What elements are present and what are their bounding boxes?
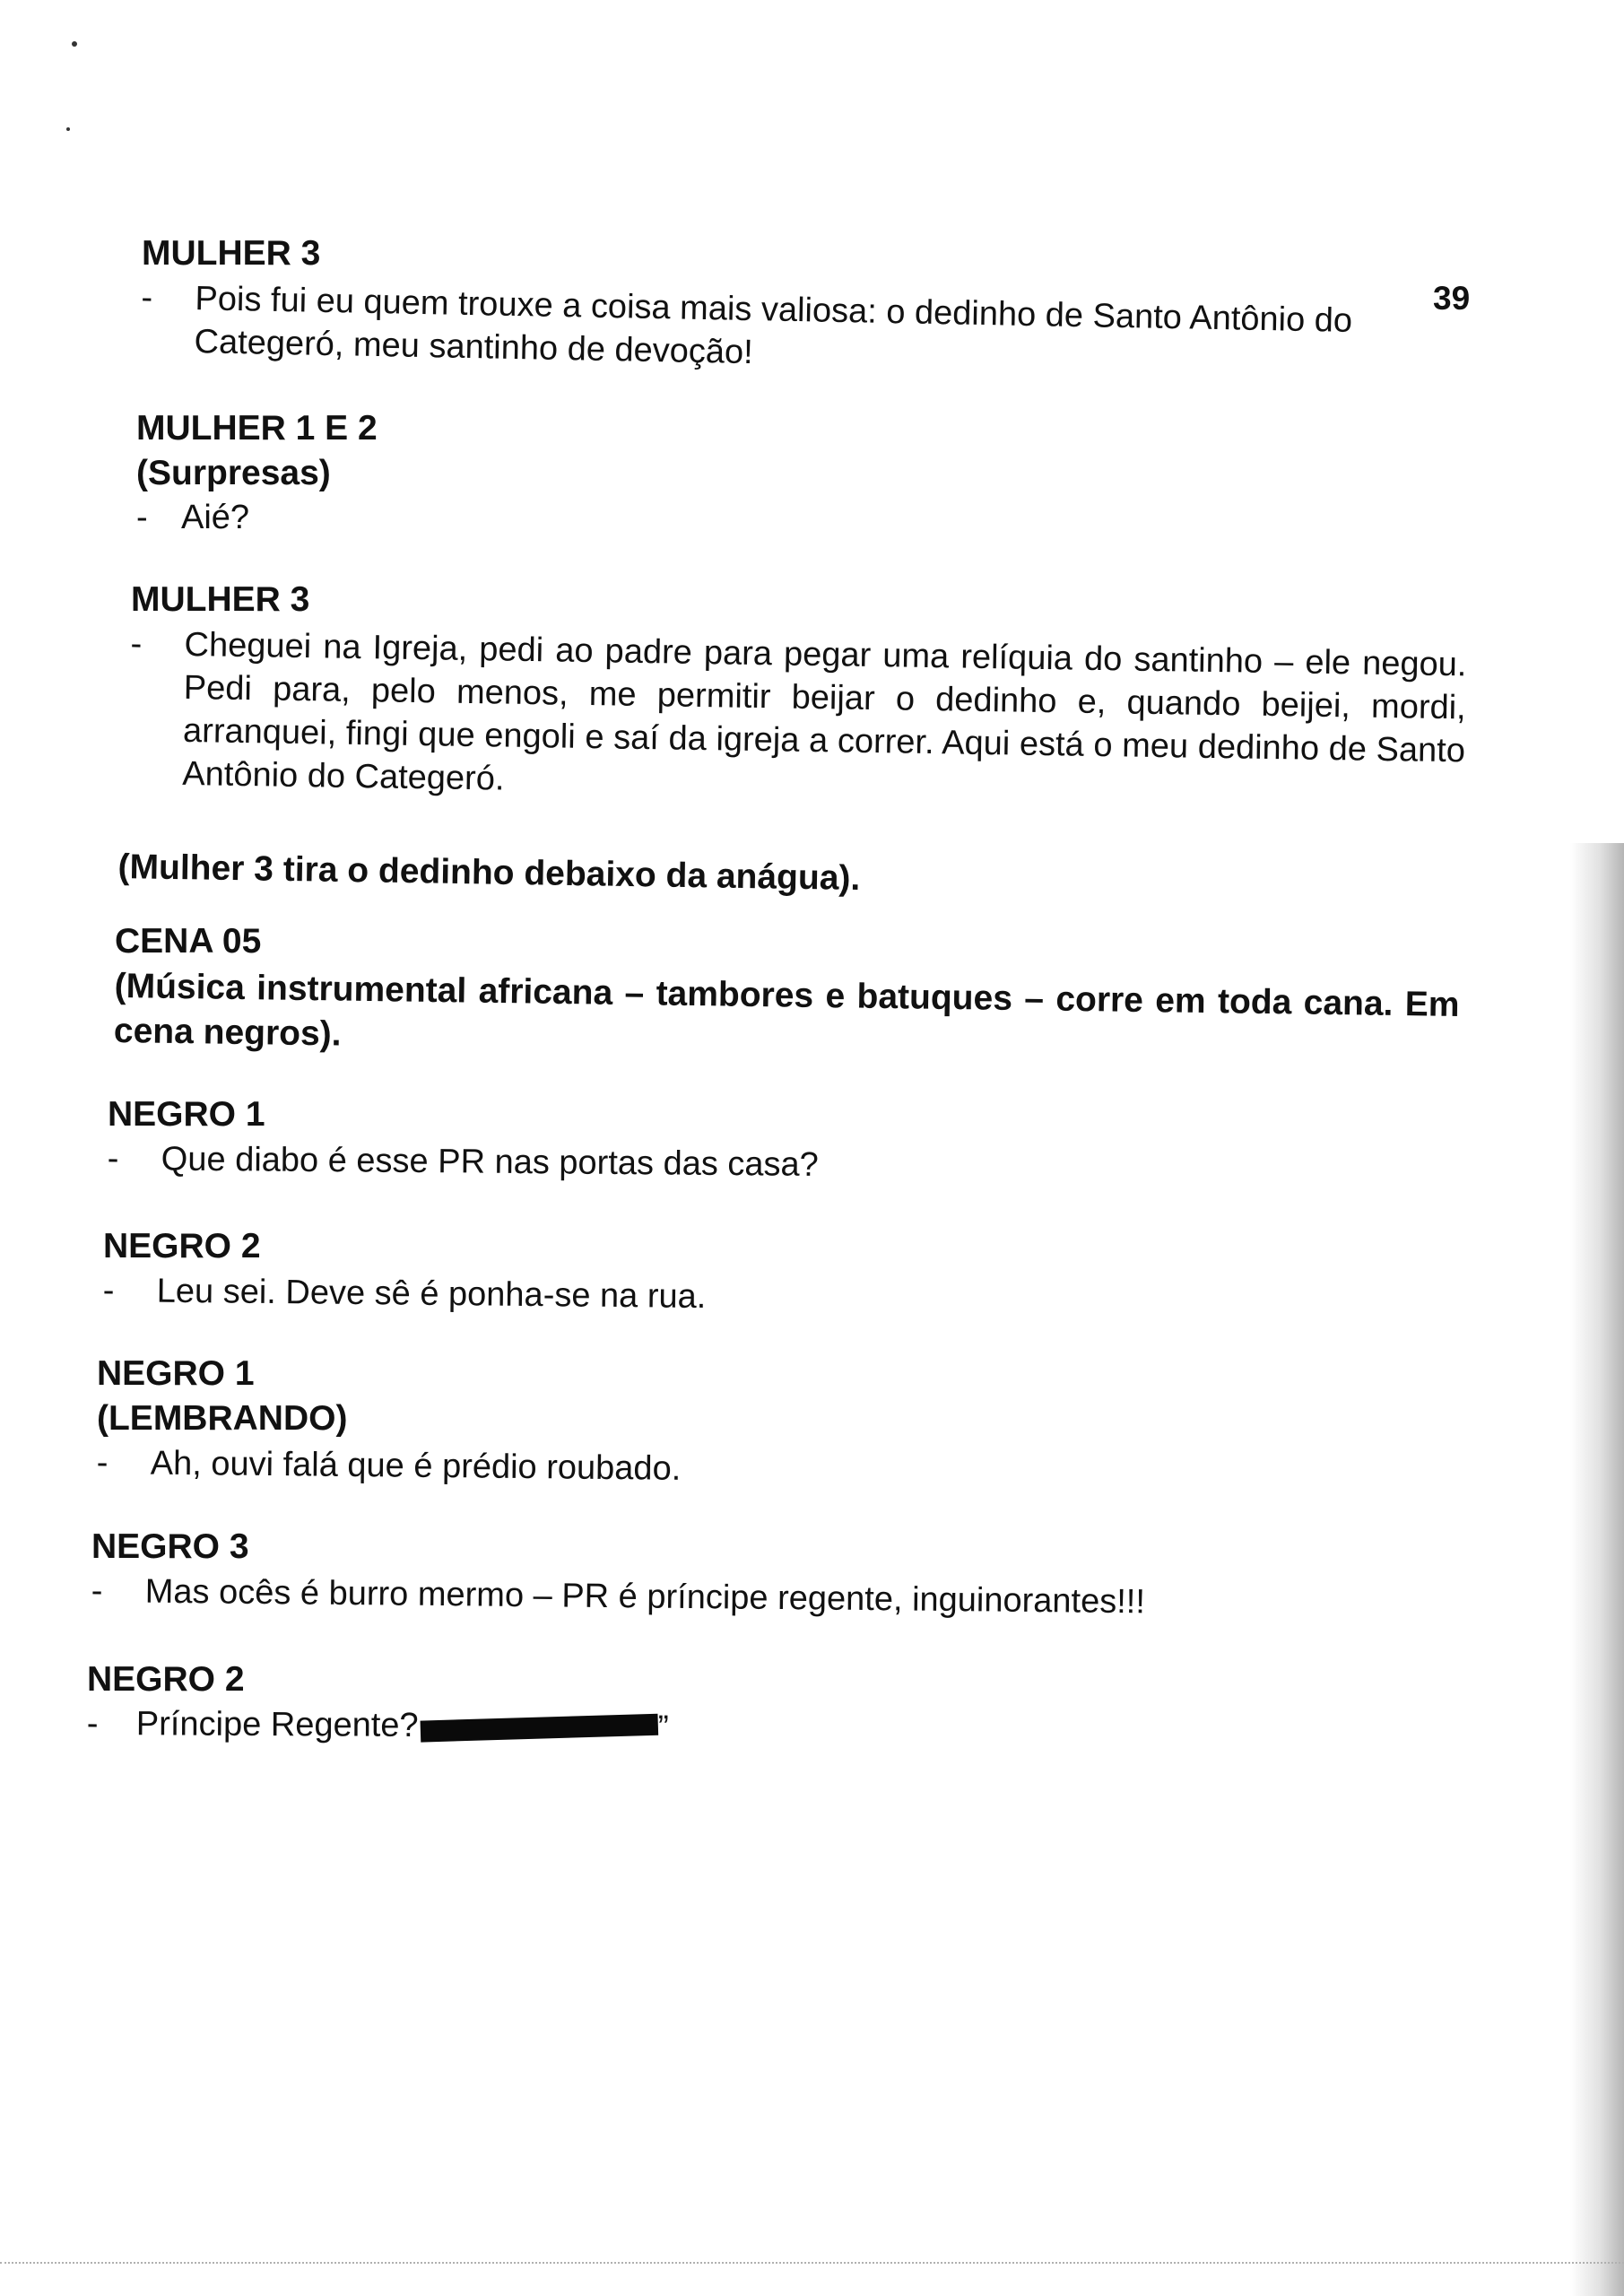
stage-direction: (Surpresas) xyxy=(136,454,331,492)
dialogue-dash: - xyxy=(102,1271,115,1310)
redaction-mark xyxy=(420,1714,658,1743)
dialogue-block xyxy=(107,1092,1453,1184)
dialogue-dash: - xyxy=(130,624,143,664)
stage-direction: (Mulher 3 tira o dedinho debaixo da anágua). xyxy=(117,847,861,898)
dialogue-text: Aié? xyxy=(181,499,250,536)
dialogue-dash: - xyxy=(107,1139,119,1178)
speaker-name: NEGRO 2 xyxy=(103,1227,261,1265)
scan-speck xyxy=(72,41,77,47)
dialogue-dash: - xyxy=(136,499,148,536)
dialogue-text: Pois fui eu quem trouxe a coisa mais valiosa: o dedinho de Santo Antônio do Categeró, meu santinho de devoção! xyxy=(194,280,1353,372)
dialogue-text: Mas ocês é burro mermo – PR é príncipe regente, inguinorantes!!! xyxy=(144,1572,1146,1622)
dialogue-line xyxy=(87,1702,1432,1752)
closing-quote: ” xyxy=(657,1708,669,1745)
dialogue-dash: - xyxy=(141,278,153,317)
speaker-name: MULHER 3 xyxy=(142,234,321,273)
speaker-name: NEGRO 2 xyxy=(87,1660,245,1699)
dialogue-line xyxy=(108,1137,1453,1192)
dialogue-dash: - xyxy=(86,1705,99,1744)
dialogue-line xyxy=(91,1570,1436,1627)
speaker-name: NEGRO 1 xyxy=(108,1095,265,1134)
dialogue-text: Ah, ouvi falá que é prédio roubado. xyxy=(150,1444,682,1488)
dialogue-text: Leu sei. Deve sê é ponha-se na rua. xyxy=(156,1272,707,1317)
dialogue-block xyxy=(141,231,1487,372)
dialogue-block xyxy=(102,1224,1448,1317)
dialogue-block xyxy=(130,578,1467,798)
dialogue-text: Que diabo é esse PR nas portas das casa? xyxy=(161,1140,819,1184)
page-edge-shadow xyxy=(1570,843,1624,2296)
scene-heading: CENA 05 xyxy=(115,922,262,961)
dialogue-line xyxy=(96,1441,1441,1499)
dialogue-dash: - xyxy=(96,1443,109,1483)
dialogue-block xyxy=(87,1657,1432,1745)
stage-direction: (LEMBRANDO) xyxy=(97,1399,348,1438)
scan-bottom-edge xyxy=(0,2262,1624,2266)
dialogue-block xyxy=(136,406,1481,539)
dialogue-line xyxy=(136,496,1481,539)
dialogue-text: Cheguei na Igreja, pedi ao padre para pegar uma relíquia do santinho – ele negou. Pedi para, pelo menos, me permitir beijar o dedinho e, quando beijei, mordi, arranquei, fingi que engoli e saí da igreja a correr. Aqui está o meu dedinho de Santo Antônio do Categeró. xyxy=(182,625,1467,798)
speaker-name: MULHER 1 E 2 xyxy=(136,409,378,448)
stage-direction: (Música instrumental africana – tambores e batuques – corre em toda cana. Em cena negros). xyxy=(113,966,1460,1054)
speaker-name: MULHER 3 xyxy=(131,580,310,619)
speaker-name: NEGRO 3 xyxy=(91,1527,249,1566)
dialogue-line xyxy=(102,1269,1447,1326)
page-number: 39 xyxy=(1433,280,1471,317)
scene-block xyxy=(115,919,1460,1054)
scan-speck xyxy=(66,127,70,131)
dialogue-dash: - xyxy=(91,1571,103,1611)
speaker-name: NEGRO 1 xyxy=(97,1354,255,1393)
dialogue-line xyxy=(128,622,1467,815)
dialogue-text: Príncipe Regente? xyxy=(135,1705,419,1744)
dialogue-block xyxy=(91,1525,1437,1622)
dialogue-block xyxy=(96,1352,1442,1488)
dialogue-line xyxy=(140,276,1487,388)
